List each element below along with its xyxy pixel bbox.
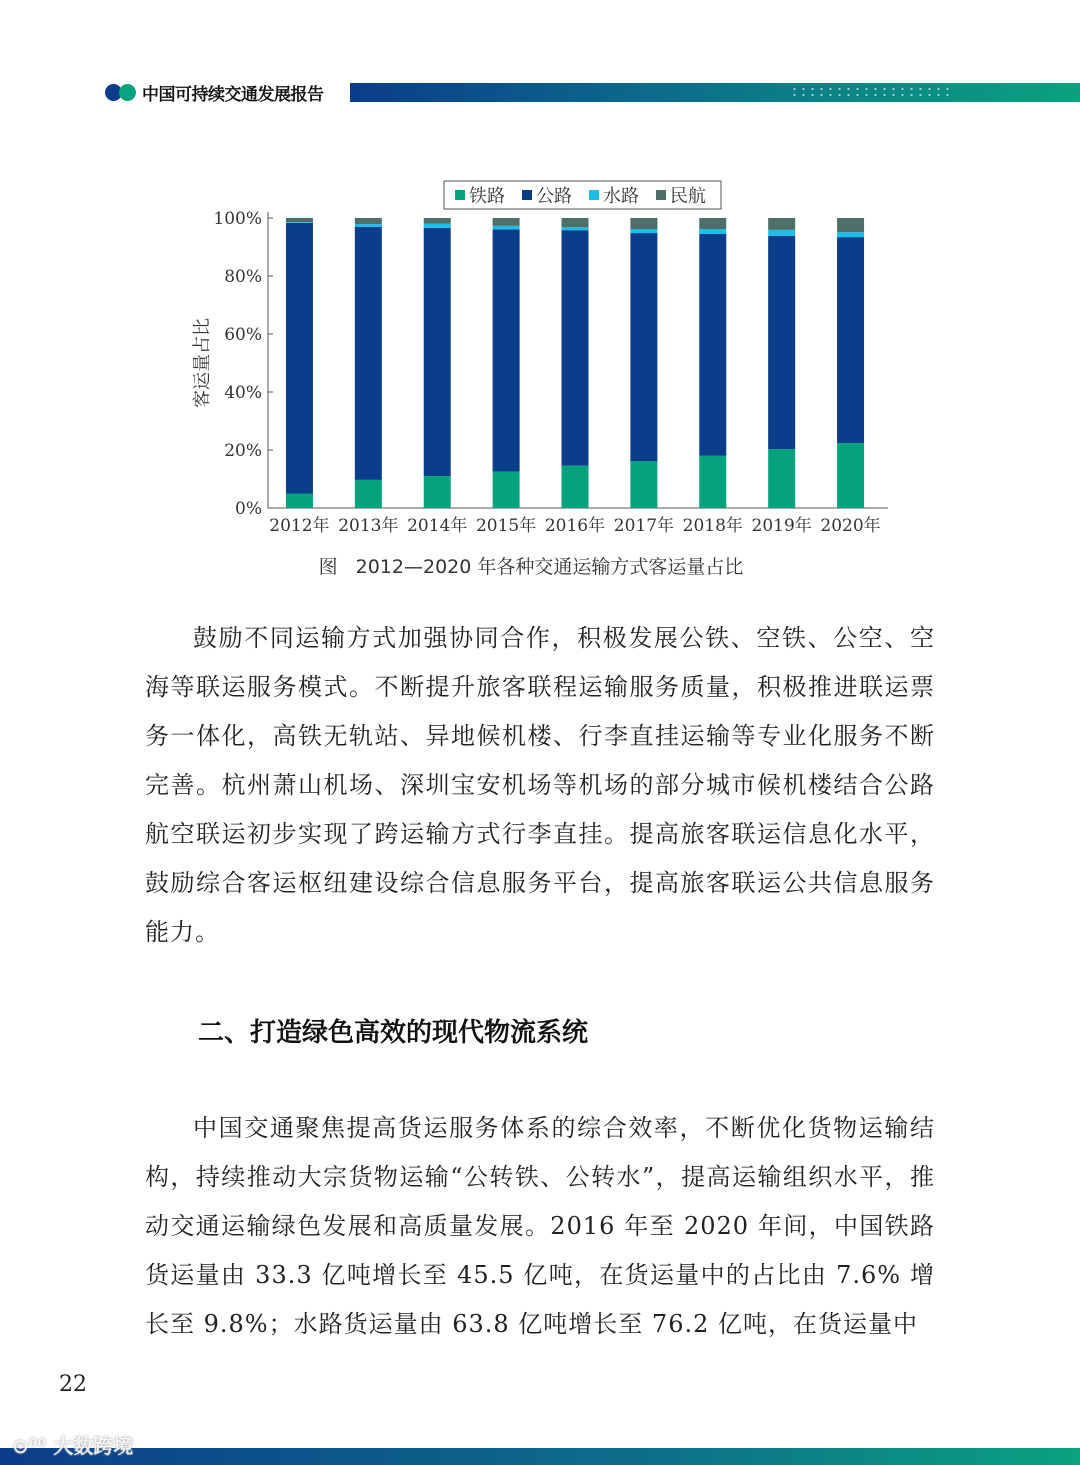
bar-segment-民航: [768, 218, 795, 230]
legend-label: 水路: [603, 186, 639, 207]
caption-label: 图: [318, 556, 338, 578]
bar-segment-水路: [286, 222, 313, 223]
bar-segment-公路: [493, 229, 520, 471]
bar-segment-铁路: [630, 461, 657, 508]
legend-swatch-icon: [455, 190, 465, 200]
bar-segment-铁路: [699, 456, 726, 508]
y-tick-label: 60%: [224, 325, 262, 345]
y-tick-label: 80%: [224, 267, 262, 287]
legend-label: 铁路: [469, 186, 505, 207]
legend-swatch-icon: [522, 190, 532, 200]
page-number: 22: [59, 1372, 87, 1397]
y-tick-label: 20%: [224, 441, 262, 461]
figure-caption: [0, 552, 1080, 579]
bar-segment-铁路: [286, 494, 313, 509]
bar-segment-公路: [837, 237, 864, 443]
bar-segment-水路: [837, 232, 864, 237]
bar-segment-铁路: [562, 466, 589, 508]
bar-segment-水路: [424, 224, 451, 228]
bar-segment-公路: [768, 236, 795, 449]
stacked-bar-chart: [180, 175, 900, 535]
caption-text: 2012—2020 年各种交通运输方式客运量占比: [355, 556, 744, 578]
bar-segment-公路: [355, 227, 382, 480]
logo-dot-green-icon: [119, 84, 136, 101]
bar-segment-民航: [424, 218, 451, 224]
bar-segment-公路: [562, 230, 589, 465]
bar-segment-水路: [355, 224, 382, 227]
bar-segment-铁路: [768, 449, 795, 508]
footer-bar: [0, 1448, 1080, 1465]
x-tick-label: 2014年: [407, 516, 468, 535]
y-tick-label: 100%: [213, 209, 262, 229]
bar-segment-水路: [699, 229, 726, 234]
bar-segment-公路: [630, 233, 657, 461]
bar-segment-民航: [355, 218, 382, 224]
header-bar: [350, 83, 1080, 102]
running-header: [105, 82, 324, 105]
x-tick-label: 2019年: [751, 516, 812, 535]
x-tick-label: 2013年: [338, 516, 399, 535]
bar-segment-公路: [286, 223, 313, 494]
bar-segment-铁路: [837, 443, 864, 508]
x-tick-label: 2012年: [269, 516, 330, 535]
bar-segment-铁路: [355, 480, 382, 508]
bar-segment-公路: [424, 228, 451, 476]
body-paragraph: 中国交通聚焦提高货运服务体系的综合效率，不断优化货物运输结构，持续推动大宗货物运输“公转铁、公转水”，提高运输组织水平，推动交通运输绿色发展和高质量发展。2016 年至 2020 年间，中国铁路货运量由 33.3 亿吨增长至 45.5 亿吨，在货运量中的占比由 7.6% 增长至 9.8%；水路货运量由 63.8 亿吨增长至 76.2 亿吨，在货运量中: [145, 1114, 935, 1338]
bar-segment-民航: [493, 218, 520, 226]
bar-segment-水路: [768, 230, 795, 236]
bar-segment-民航: [562, 218, 589, 227]
legend-swatch-icon: [656, 190, 666, 200]
y-tick-label: 0%: [235, 499, 262, 519]
bar-segment-民航: [837, 218, 864, 232]
legend-label: 公路: [536, 186, 572, 207]
bar-segment-民航: [630, 218, 657, 229]
x-tick-label: 2018年: [682, 516, 743, 535]
x-tick-label: 2017年: [613, 516, 675, 535]
x-tick-label: 2020年: [820, 516, 881, 535]
bar-segment-民航: [699, 218, 726, 229]
section-heading: 二、打造绿色高效的现代物流系统: [198, 1018, 589, 1048]
bar-segment-民航: [286, 218, 313, 222]
bar-segment-水路: [630, 229, 657, 233]
x-tick-label: 2016年: [544, 516, 606, 535]
legend-label: 民航: [670, 186, 706, 207]
y-tick-label: 40%: [224, 383, 262, 403]
body-paragraph: 鼓励不同运输方式加强协同合作，积极发展公铁、空铁、公空、空海等联运服务模式。不断提升旅客联程运输服务质量，积极推进联运票务一体化，高铁无轨站、异地候机楼、行李直挂运输等专业化服务不断完善。杭州萧山机场、深圳宝安机场等机场的部分城市候机楼结合公路航空联运初步实现了跨运输方式行李直挂。提高旅客联运信息化水平，鼓励综合客运枢纽建设综合信息服务平台，提高旅客联运公共信息服务能力。: [145, 624, 935, 946]
report-title: 中国可持续交通发展报告: [142, 84, 324, 105]
bar-segment-公路: [699, 234, 726, 456]
x-tick-label: 2015年: [475, 516, 537, 535]
bar-segment-铁路: [424, 476, 451, 508]
legend-swatch-icon: [589, 190, 599, 200]
watermark-text: 大数跨境: [53, 1434, 134, 1458]
bar-segment-铁路: [493, 471, 520, 508]
bar-segment-水路: [493, 226, 520, 229]
y-axis-label: 客运量占比: [192, 318, 213, 408]
watermark: ⊙⁰⁰ 大数跨境: [12, 1434, 134, 1458]
bar-segment-水路: [562, 227, 589, 230]
